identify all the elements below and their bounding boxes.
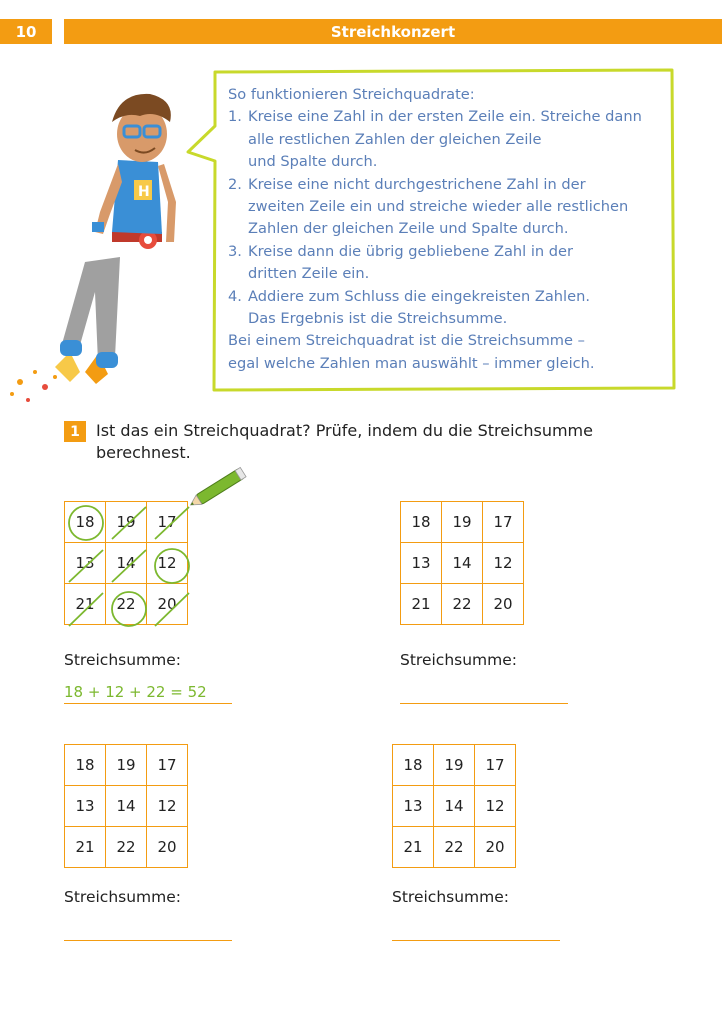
grid-cell[interactable]: 20	[147, 584, 188, 625]
task-number: 1	[64, 421, 86, 442]
grid-cell[interactable]: 18	[65, 502, 106, 543]
streichsumme-label: Streichsumme:	[64, 651, 181, 669]
grid-cell[interactable]: 21	[65, 827, 106, 868]
grid-cell[interactable]: 14	[434, 786, 475, 827]
grid-cell[interactable]: 13	[393, 786, 434, 827]
grid-cell[interactable]: 19	[106, 745, 147, 786]
grid-row	[393, 745, 516, 786]
grid-cell[interactable]: 13	[401, 543, 442, 584]
answer-line[interactable]	[64, 703, 232, 704]
grid-cell[interactable]: 12	[475, 786, 516, 827]
grid-cell[interactable]: 22	[106, 827, 147, 868]
step-4: 4. Addiere zum Schluss die eingekreisten Zahlen. Das Ergebnis ist die Streichsumme.	[228, 287, 590, 328]
step-1: 1. Kreise eine Zahl in der ersten Zeile ein. Streiche dann alle restlichen Zahlen der gleichen Zeile und Spalte durch.	[228, 108, 642, 171]
streichquadrat-grid-2	[400, 501, 524, 625]
page-title: Streichkonzert	[64, 19, 722, 44]
instructions-intro: So funktionieren Streichquadrate:	[228, 86, 475, 103]
grid-cell[interactable]: 12	[147, 786, 188, 827]
grid-cell[interactable]: 19	[434, 745, 475, 786]
task-instruction: Ist das ein Streichquadrat? Prüfe, indem du die Streichsumme berechnest.	[96, 421, 593, 462]
grid-cell[interactable]: 21	[401, 584, 442, 625]
grid-row	[393, 827, 516, 868]
grid-cell[interactable]: 13	[65, 543, 106, 584]
grid-row	[65, 543, 188, 584]
rocket-sparks	[10, 370, 57, 402]
grid-cell[interactable]: 12	[147, 543, 188, 584]
answer-line[interactable]	[400, 703, 568, 704]
grid-row	[401, 584, 524, 625]
page-number: 10	[0, 19, 52, 44]
instructions-outro: Bei einem Streichquadrat ist die Streichsumme – egal welche Zahlen man auswählt – immer gleich.	[228, 332, 595, 372]
step-2: 2. Kreise eine nicht durchgestrichene Zahl in der zweiten Zeile ein und streiche wieder alle restlichen Zahlen der gleichen Zeile und Spalte durch.	[228, 175, 629, 238]
grid-cell[interactable]: 17	[147, 502, 188, 543]
grid-cell[interactable]: 14	[106, 786, 147, 827]
grid-cell[interactable]: 19	[106, 502, 147, 543]
grid-cell[interactable]: 20	[483, 584, 524, 625]
grid-cell[interactable]: 14	[442, 543, 483, 584]
instructions-text	[228, 84, 668, 375]
grid-cell[interactable]: 20	[475, 827, 516, 868]
grid-row	[65, 827, 188, 868]
grid-cell[interactable]: 17	[475, 745, 516, 786]
svg-text:H: H	[138, 184, 150, 200]
grid-cell[interactable]: 21	[393, 827, 434, 868]
grid-cell[interactable]: 22	[106, 584, 147, 625]
grid-cell[interactable]: 12	[483, 543, 524, 584]
grid-cell[interactable]: 18	[65, 745, 106, 786]
grid-row	[65, 745, 188, 786]
grid-cell[interactable]: 22	[442, 584, 483, 625]
grid-cell[interactable]: 17	[147, 745, 188, 786]
streichquadrat-grid-3	[64, 744, 188, 868]
grid-cell[interactable]: 21	[65, 584, 106, 625]
answer-line[interactable]	[64, 940, 232, 941]
grid-cell[interactable]: 22	[434, 827, 475, 868]
grid-cell[interactable]: 13	[65, 786, 106, 827]
grid-row	[401, 543, 524, 584]
step-3: 3. Kreise dann die übrig gebliebene Zahl in der dritten Zeile ein.	[228, 242, 574, 283]
grid-cell[interactable]: 20	[147, 827, 188, 868]
streichsumme-label: Streichsumme:	[392, 888, 509, 906]
streichsumme-label: Streichsumme:	[64, 888, 181, 906]
answer-line[interactable]	[392, 940, 560, 941]
streichsumme-answer: 18 + 12 + 22 = 52	[64, 683, 207, 701]
pencil-icon	[185, 465, 255, 507]
grid-row	[65, 584, 188, 625]
grid-cell[interactable]: 19	[442, 502, 483, 543]
grid-cell[interactable]: 18	[393, 745, 434, 786]
grid-cell[interactable]: 17	[483, 502, 524, 543]
grid-row	[393, 786, 516, 827]
grid-cell[interactable]: 14	[106, 543, 147, 584]
grid-row	[65, 786, 188, 827]
streichquadrat-grid-1	[64, 501, 188, 625]
grid-row	[401, 502, 524, 543]
grid-row	[65, 502, 188, 543]
grid-cell[interactable]: 18	[401, 502, 442, 543]
streichsumme-label: Streichsumme:	[400, 651, 517, 669]
streichquadrat-grid-4	[392, 744, 516, 868]
